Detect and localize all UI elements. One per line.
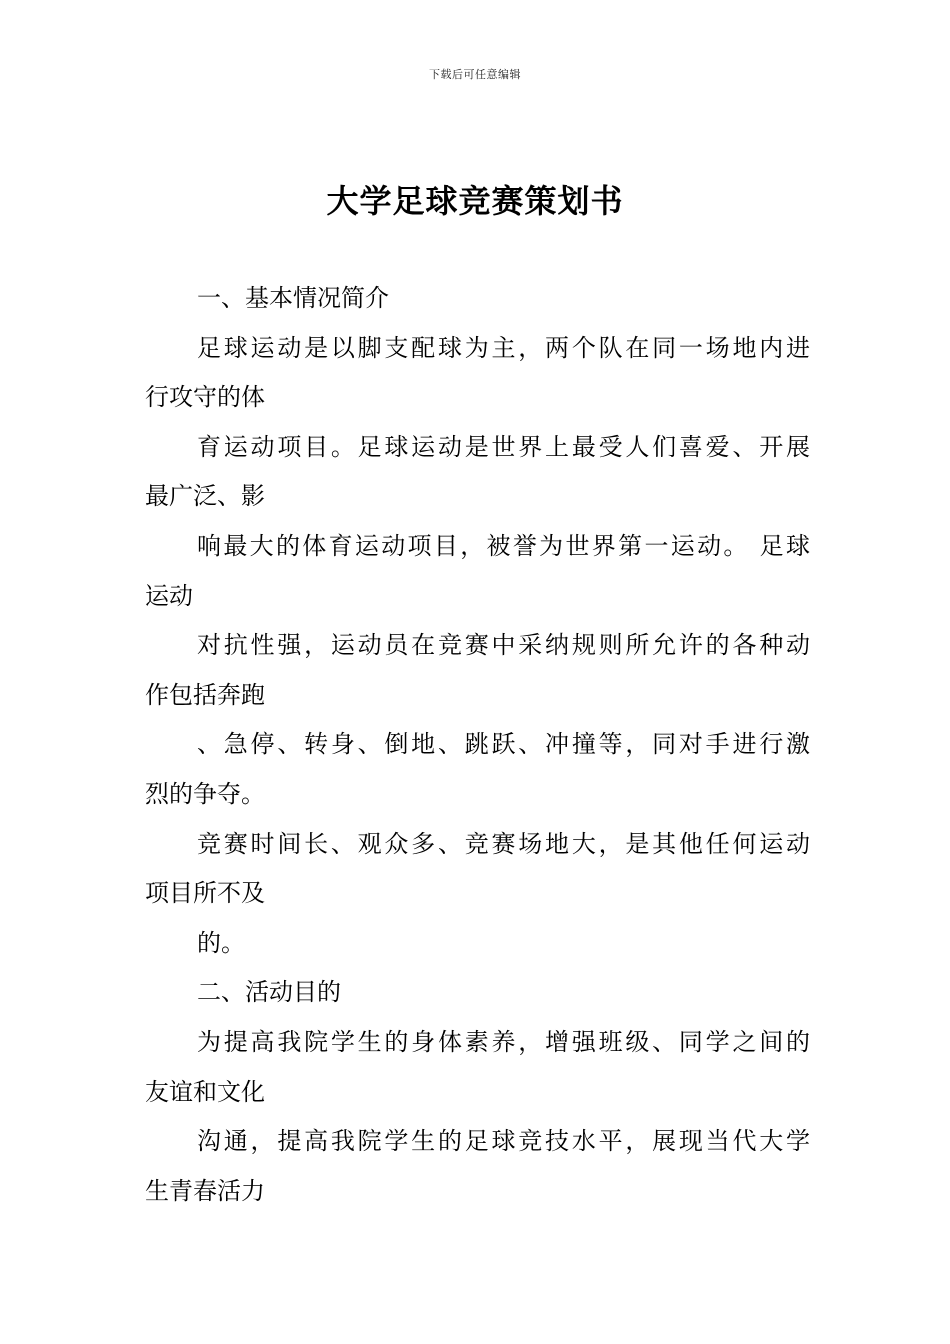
paragraph-line: 足球运动是以脚支配球为主，两个队在同一场地内进 xyxy=(197,333,810,362)
paragraph-line: 沟通，提高我院学生的足球竞技水平，展现当代大学 xyxy=(197,1127,810,1156)
paragraph-line: 运动 xyxy=(145,581,193,610)
paragraph-line: 响最大的体育运动项目，被誉为世界第一运动。 足球 xyxy=(197,531,810,560)
paragraph-line: 行攻守的体 xyxy=(145,383,265,412)
paragraph-line: 为提高我院学生的身体素养，增强班级、同学之间的 xyxy=(197,1027,810,1056)
document-title: 大学足球竞赛策划书 xyxy=(326,182,624,220)
paragraph-line: 友谊和文化 xyxy=(145,1077,265,1106)
paragraph-line: 生青春活力 xyxy=(145,1176,265,1205)
paragraph-line: 烈的争夺。 xyxy=(145,779,265,808)
paragraph-line: 对抗性强，运动员在竞赛中采纳规则所允许的各种动 xyxy=(197,631,810,660)
paragraph-line: 二、活动目的 xyxy=(197,978,341,1007)
paragraph-line: 竞赛时间长、观众多、竞赛场地大，是其他任何运动 xyxy=(197,829,810,858)
paragraph-line: 育运动项目。足球运动是世界上最受人们喜爱、开展 xyxy=(197,432,810,461)
paragraph-line: 作包括奔跑 xyxy=(145,680,265,709)
header-note: 下载后可任意编辑 xyxy=(429,68,521,81)
paragraph-line: 项目所不及 xyxy=(145,879,265,908)
paragraph-line: 最广泛、影 xyxy=(145,482,265,511)
body-text xyxy=(145,274,810,1216)
paragraph-line: 、急停、转身、倒地、跳跃、冲撞等，同对手进行激 xyxy=(197,730,810,759)
paragraph-line: 一、基本情况简介 xyxy=(197,284,389,312)
paragraph-line: 的。 xyxy=(197,928,245,957)
